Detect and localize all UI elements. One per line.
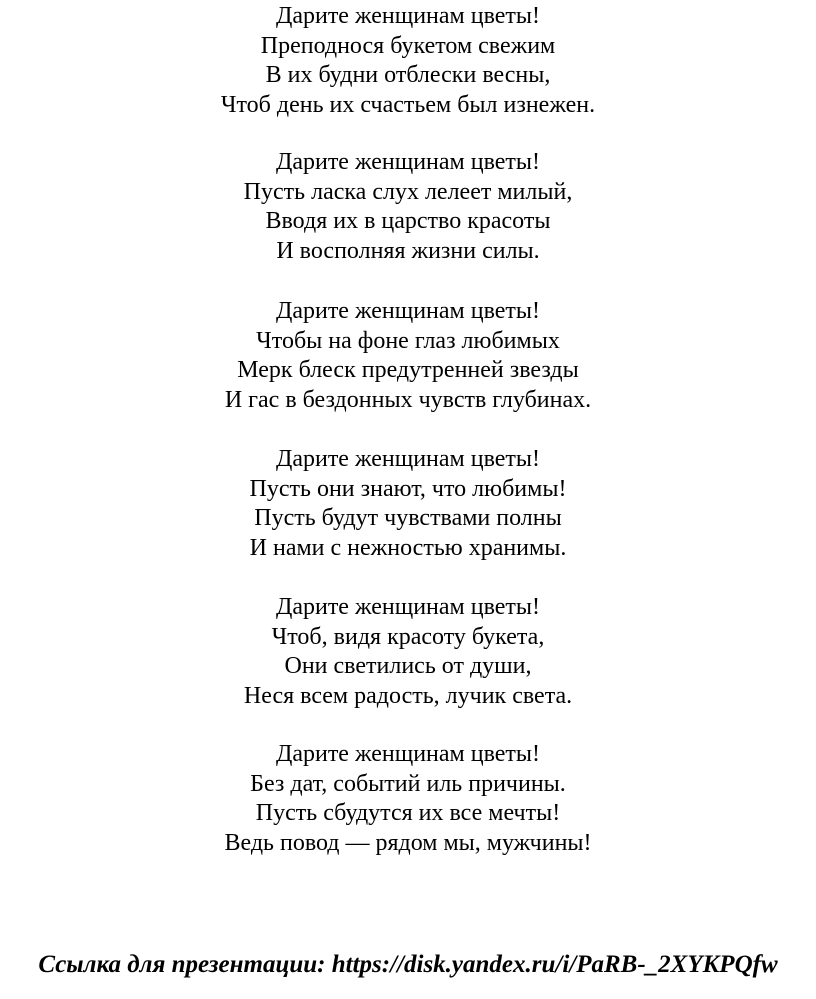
poem-line: Пусть ласка слух лелеет милый, — [243, 178, 573, 205]
poem-line: В их будни отблески весны, — [265, 62, 551, 88]
poem-line: Без дат, событий иль причины. — [250, 770, 566, 797]
stanza-3 — [0, 297, 816, 415]
poem-line: Они светились от души, — [284, 653, 532, 679]
poem-line: И нами с нежностью хранимы. — [249, 534, 567, 561]
poem-line: Дарите женщинам цветы! — [275, 149, 541, 175]
poem-line: Пусть будут чувствами полны — [254, 505, 562, 531]
presentation-link[interactable]: Ссылка для презентации: https://disk.yandex.ru/i/PaRB-_2XYKPQfw — [38, 951, 778, 978]
poem-line: Мерк блеск предутренней звезды — [237, 357, 579, 383]
poem-line: Чтобы на фоне глаз любимых — [256, 327, 560, 354]
poem-line: Пусть сбудутся их все мечты! — [255, 800, 561, 826]
poem-line: Пусть они знают, что любимы! — [249, 475, 567, 502]
stanza-5 — [0, 593, 816, 711]
poem-line: Чтоб день их счастьем был изнежен. — [220, 91, 596, 118]
poem-line: И гас в бездонных чувств глубинах. — [224, 386, 592, 413]
poem-line: Вводя их в царство красоты — [265, 208, 551, 234]
stanza-6 — [0, 740, 816, 858]
poem-line: Чтоб, видя красоту букета, — [271, 623, 545, 650]
stanza-4 — [0, 445, 816, 563]
poem-line: Дарите женщинам цветы! — [275, 741, 541, 767]
poem-line: Дарите женщинам цветы! — [275, 3, 541, 29]
poem-line: Неся всем радость, лучик света. — [243, 682, 573, 709]
poem-line: Дарите женщинам цветы! — [275, 594, 541, 620]
poem-line: И восполняя жизни силы. — [276, 237, 540, 264]
stanza-1 — [0, 2, 816, 120]
poem-line: Дарите женщинам цветы! — [275, 298, 541, 324]
poem-line: Ведь повод — рядом мы, мужчины! — [224, 829, 592, 856]
poem-line: Преподнося букетом свежим — [260, 32, 556, 59]
stanza-2 — [0, 148, 816, 266]
poem-line: Дарите женщинам цветы! — [275, 446, 541, 472]
